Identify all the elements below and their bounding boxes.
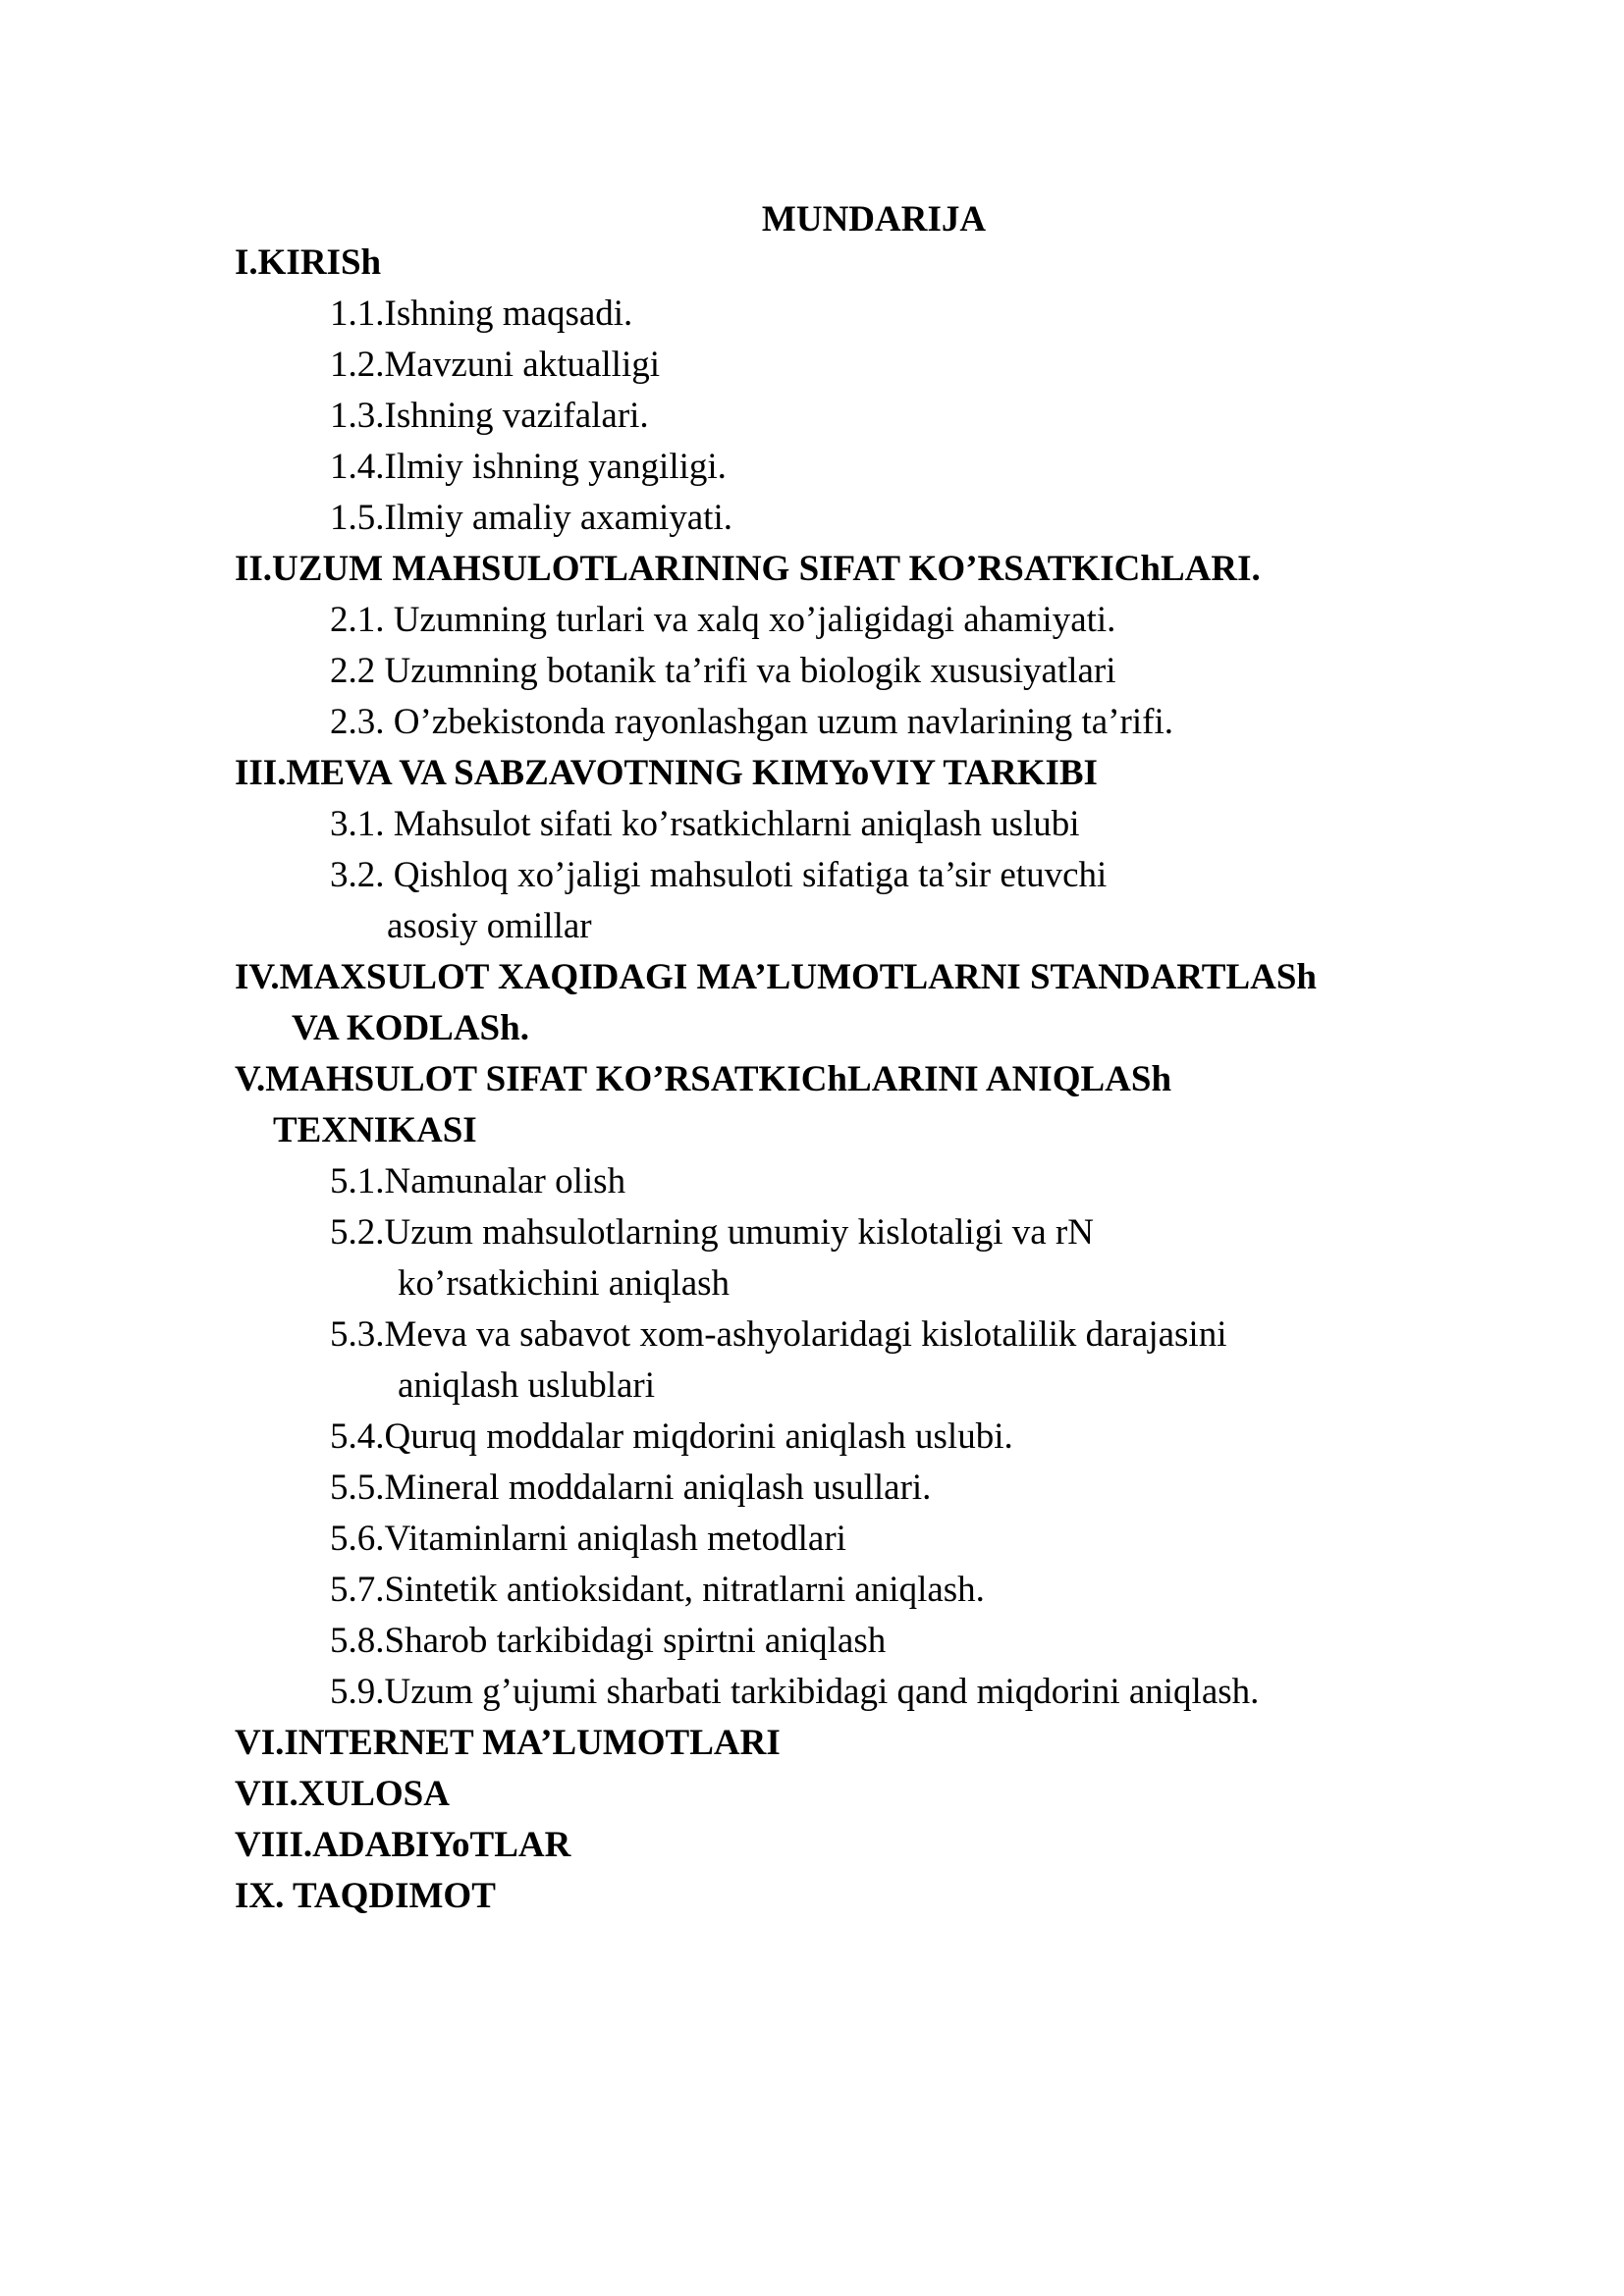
toc-section-4: IV.MAXSULOT XAQIDAGI MA’LUMOTLARNI STANDARTLASh bbox=[235, 957, 1317, 997]
toc-section-4-continued: VA KODLASh. bbox=[292, 1008, 529, 1048]
toc-section-1: I.KIRISh bbox=[235, 242, 382, 283]
toc-item-5-3: 5.3.Meva va sabavot xom-ashyolaridagi kislotalilik darajasini bbox=[330, 1314, 1227, 1355]
toc-section-6: VI.INTERNET MA’LUMOTLARI bbox=[235, 1723, 781, 1763]
toc-item-2-1: 2.1. Uzumning turlari va xalq xo’jaligidagi ahamiyati. bbox=[330, 600, 1116, 640]
toc-item-5-9: 5.9.Uzum g’ujumi sharbati tarkibidagi qand miqdorini aniqlash. bbox=[330, 1672, 1260, 1712]
toc-item-3-1: 3.1. Mahsulot sifati ko’rsatkichlarni aniqlash uslubi bbox=[330, 804, 1080, 844]
toc-item-5-2-continued: ko’rsatkichini aniqlash bbox=[398, 1263, 731, 1304]
toc-section-5: V.MAHSULOT SIFAT KO’RSATKIChLARINI ANIQLASh bbox=[235, 1059, 1172, 1099]
toc-item-3-2-continued: asosiy omillar bbox=[387, 906, 592, 946]
toc-item-5-1: 5.1.Namunalar olish bbox=[330, 1161, 626, 1201]
toc-section-3: III.MEVA VA SABZAVOTNING KIMYoVIY TARKIBI bbox=[235, 753, 1098, 793]
toc-item-5-5: 5.5.Mineral moddalarni aniqlash usullari. bbox=[330, 1468, 932, 1508]
toc-item-1-5: 1.5.Ilmiy amaliy axamiyati. bbox=[330, 498, 732, 538]
toc-section-8: VIII.ADABIYoTLAR bbox=[235, 1825, 571, 1865]
toc-item-5-2: 5.2.Uzum mahsulotlarning umumiy kislotaligi va rN bbox=[330, 1212, 1094, 1253]
toc-item-3-2: 3.2. Qishloq xo’jaligi mahsuloti sifatiga ta’sir etuvchi bbox=[330, 855, 1108, 895]
page-title: MUNDARIJA bbox=[761, 199, 987, 240]
toc-item-1-3: 1.3.Ishning vazifalari. bbox=[330, 396, 649, 436]
toc-item-1-4: 1.4.Ilmiy ishning yangiligi. bbox=[330, 447, 727, 487]
toc-item-5-3-continued: aniqlash uslublari bbox=[398, 1365, 656, 1406]
toc-section-2: II.UZUM MAHSULOTLARINING SIFAT KO’RSATKIChLARI. bbox=[235, 549, 1261, 589]
toc-item-1-2: 1.2.Mavzuni aktualligi bbox=[330, 345, 661, 385]
toc-item-2-2: 2.2 Uzumning botanik ta’rifi va biologik xususiyatlari bbox=[330, 651, 1116, 691]
toc-item-5-4: 5.4.Quruq moddalar miqdorini aniqlash uslubi. bbox=[330, 1416, 1013, 1457]
toc-item-5-8: 5.8.Sharob tarkibidagi spirtni aniqlash bbox=[330, 1621, 887, 1661]
toc-item-5-6: 5.6.Vitaminlarni aniqlash metodlari bbox=[330, 1519, 846, 1559]
toc-item-2-3: 2.3. O’zbekistonda rayonlashgan uzum navlarining ta’rifi. bbox=[330, 702, 1173, 742]
toc-item-1-1: 1.1.Ishning maqsadi. bbox=[330, 294, 633, 334]
toc-item-5-7: 5.7.Sintetik antioksidant, nitratlarni aniqlash. bbox=[330, 1570, 985, 1610]
table-of-contents bbox=[235, 238, 1590, 1922]
toc-section-5-continued: TEXNIKASI bbox=[273, 1110, 477, 1150]
toc-section-9: IX. TAQDIMOT bbox=[235, 1876, 496, 1916]
toc-section-7: VII.XULOSA bbox=[235, 1774, 450, 1814]
